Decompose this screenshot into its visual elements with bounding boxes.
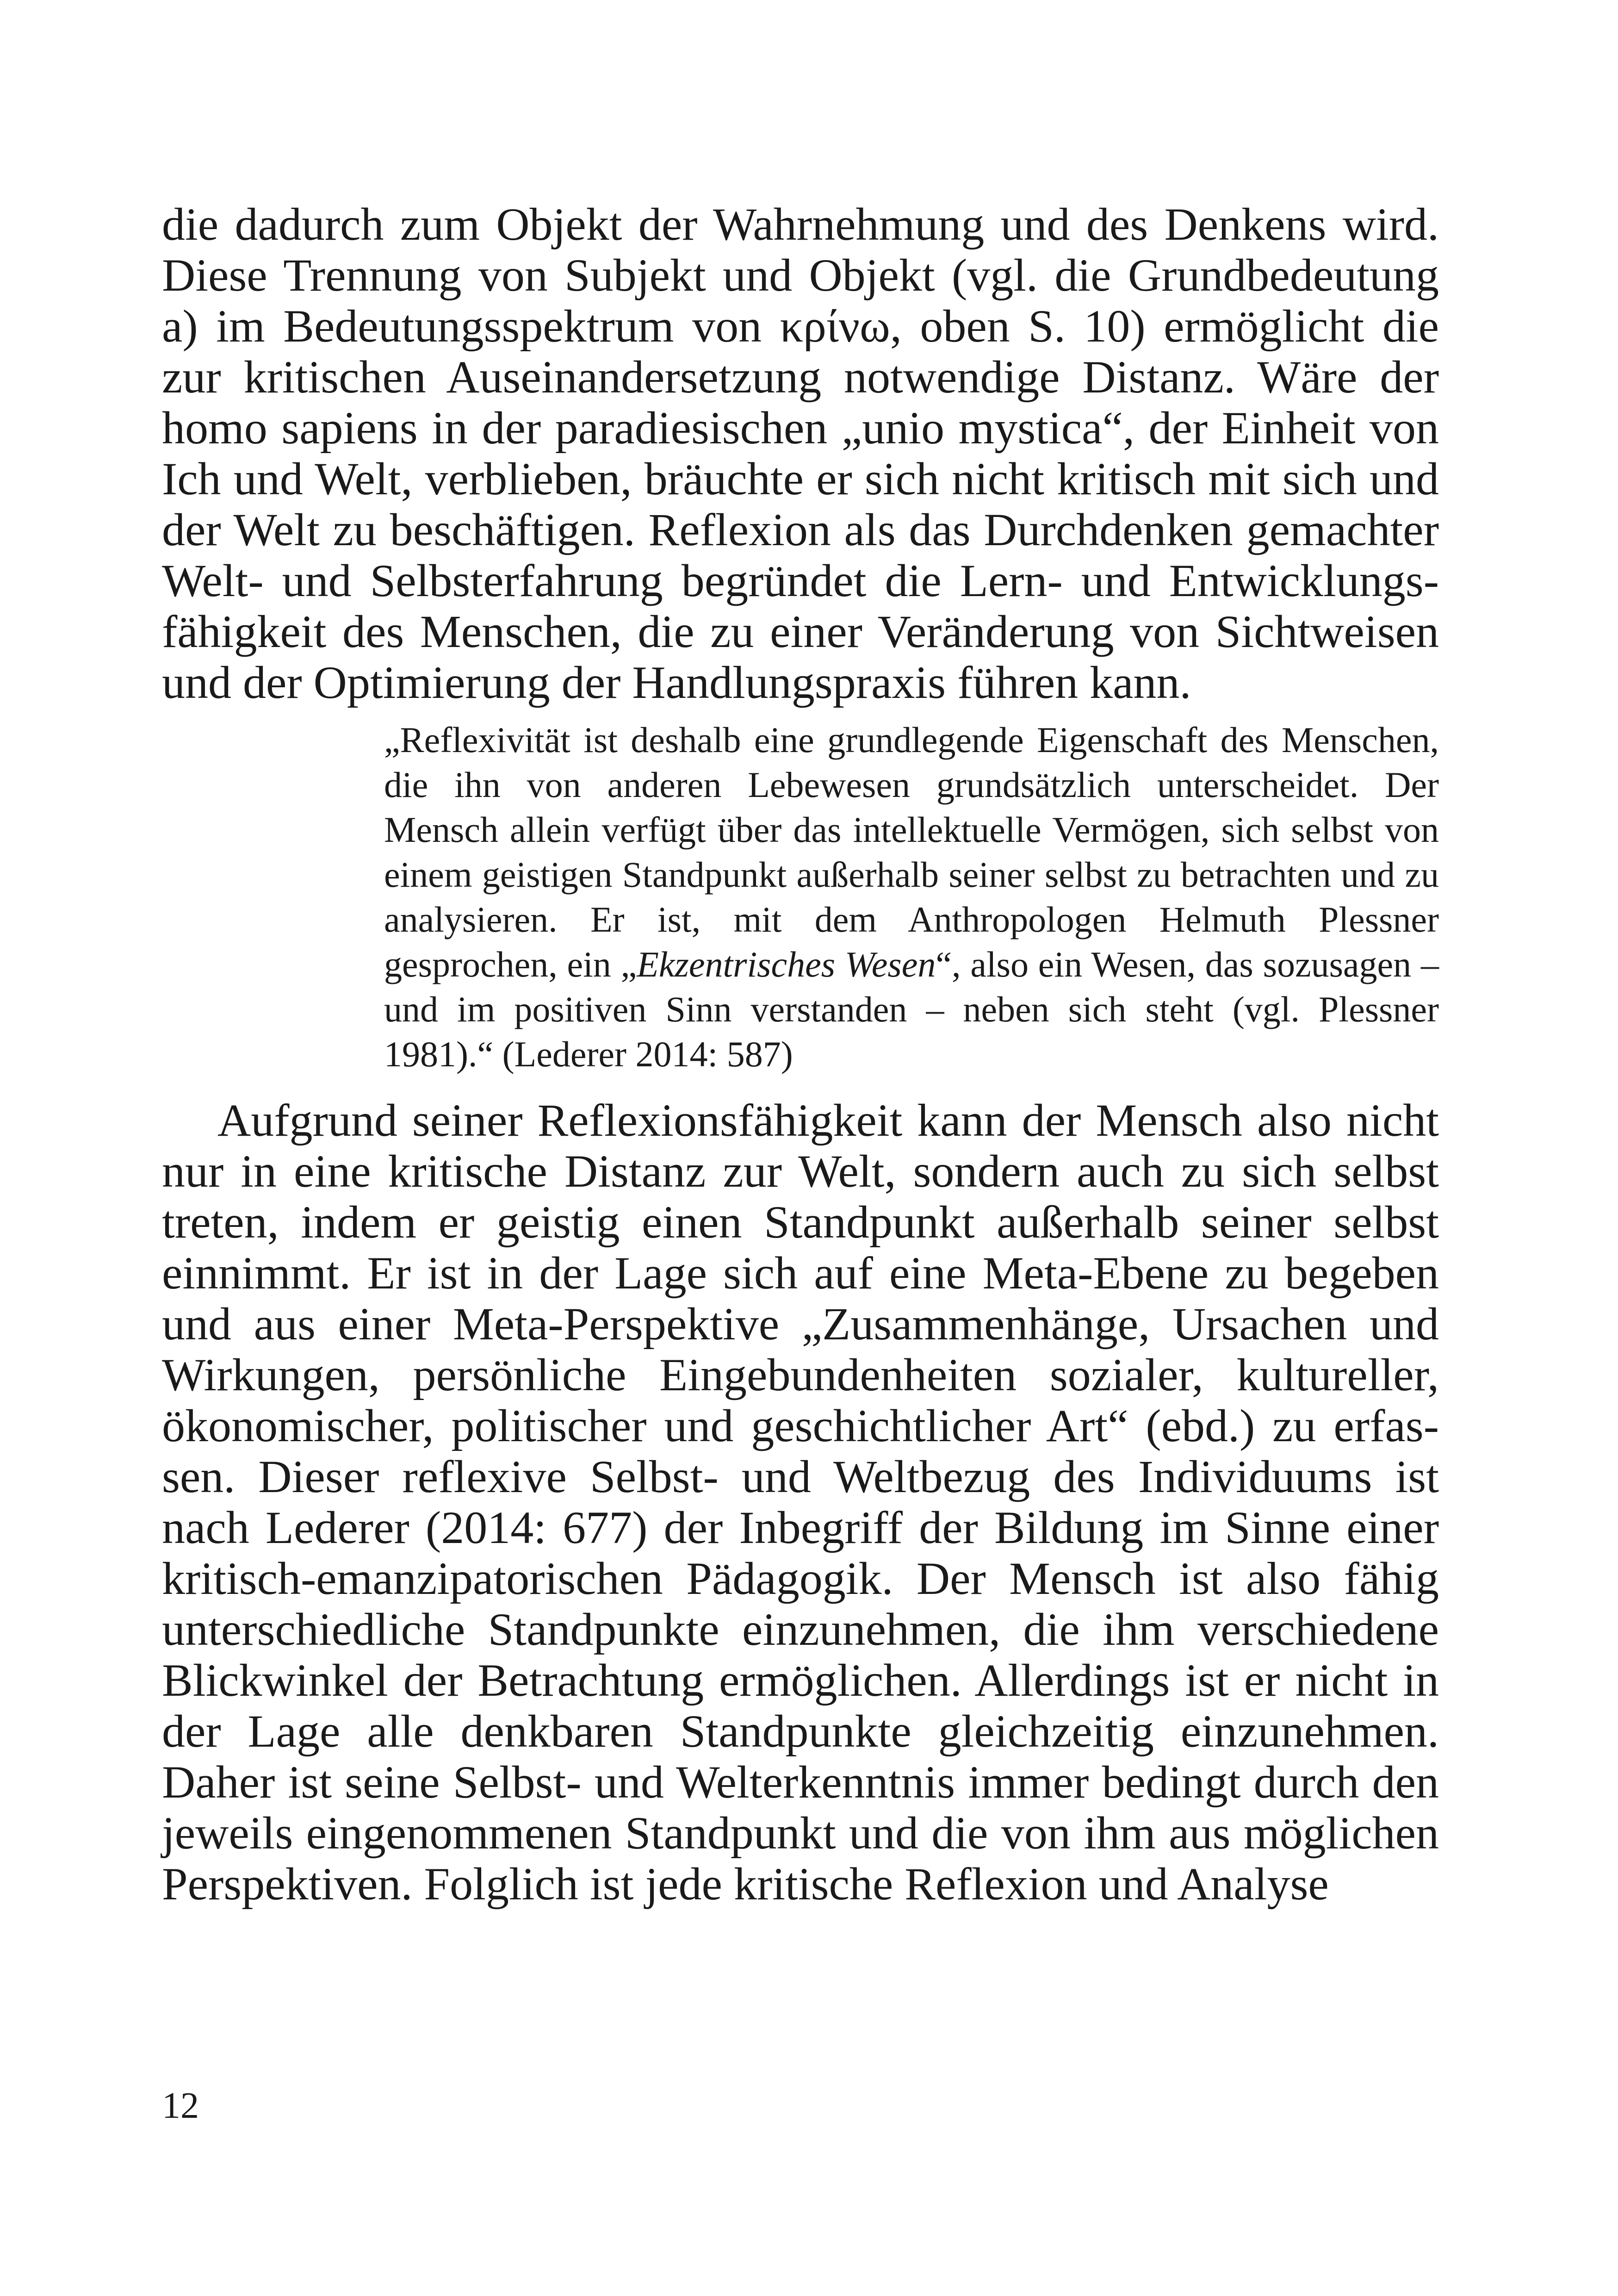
quote-italic-term: Ekzentrisches Wesen <box>637 944 936 984</box>
page-body <box>162 199 1439 1910</box>
quote-text-end: “, also ein Wesen, das sozusagen – und im positiven Sinn verstanden – neben sich steht (vgl. Plessner 1981).“ (Lederer 2014: 587) <box>384 944 1439 1074</box>
page-number: 12 <box>162 2085 199 2126</box>
paragraph-main: Aufgrund seiner Reflexionsfähigkeit kann der Mensch also nicht nur in eine kritische Distanz zur Welt, sondern auch zu sich selbst treten, indem er geistig einen Standpunkt außerhalb seiner selbst einnimmt. Er ist in der Lage sich auf eine Meta-Ebene zu begeben und aus einer Meta-Perspektive „Zusammenhänge, Ursachen und Wirkungen, persönliche Eingebundenheiten sozialer, kultureller, ökonomischer, politischer und geschichtlicher Art“ (ebd.) zu erfassen. Dieser reflexive Selbst- und Weltbezug des Individuums ist nach Lederer (2014: 677) der Inbegriff der Bildung im Sinne einer kritisch-emanzipatorischen Pädagogik. Der Mensch ist also fähig unterschiedliche Standpunkte einzunehmen, die ihm verschiedene Blickwinkel der Betrachtung ermöglichen. Allerdings ist er nicht in der Lage alle denkbaren Standpunkte gleichzeitig einzunehmen. Daher ist seine Selbst- und Welterkenntnis immer bedingt durch den jeweils eingenommenen Standpunkt und die von ihm aus möglichen Perspektiven. Folglich ist jede kritische Reflexion und Analyse <box>162 1095 1439 1910</box>
paragraph-continued: die dadurch zum Objekt der Wahrnehmung und des Denkens wird. Diese Trennung von Subjekt und Objekt (vgl. die Grundbedeutung a) im Bedeutungsspektrum von κρίνω, oben S. 10) ermöglicht die zur kritischen Auseinandersetzung notwendige Distanz. Wäre der homo sapiens in der paradiesischen „unio mystica“, der Einheit von Ich und Welt, verblieben, bräuchte er sich nicht kritisch mit sich und der Welt zu beschäftigen. Reflexion als das Durchdenken gemachter Welt- und Selbsterfahrung begründet die Lern- und Entwicklungsfähigkeit des Menschen, die zu einer Veränderung von Sichtweisen und der Optimierung der Handlungspraxis führen kann. <box>162 199 1439 708</box>
quote-text-start: „Reflexivität ist deshalb eine grundlegende Eigenschaft des Menschen, die ihn von anderen Lebewesen grundsätzlich unterscheidet. Der Mensch allein verfügt über das intellektuelle Vermögen, sich selbst von einem geistigen Standpunkt außerhalb seiner selbst zu betrachten und zu analysieren. Er ist, mit dem Anthropologen Helmuth Plessner gesprochen, ein „ <box>384 720 1439 984</box>
block-quote <box>384 717 1439 1076</box>
